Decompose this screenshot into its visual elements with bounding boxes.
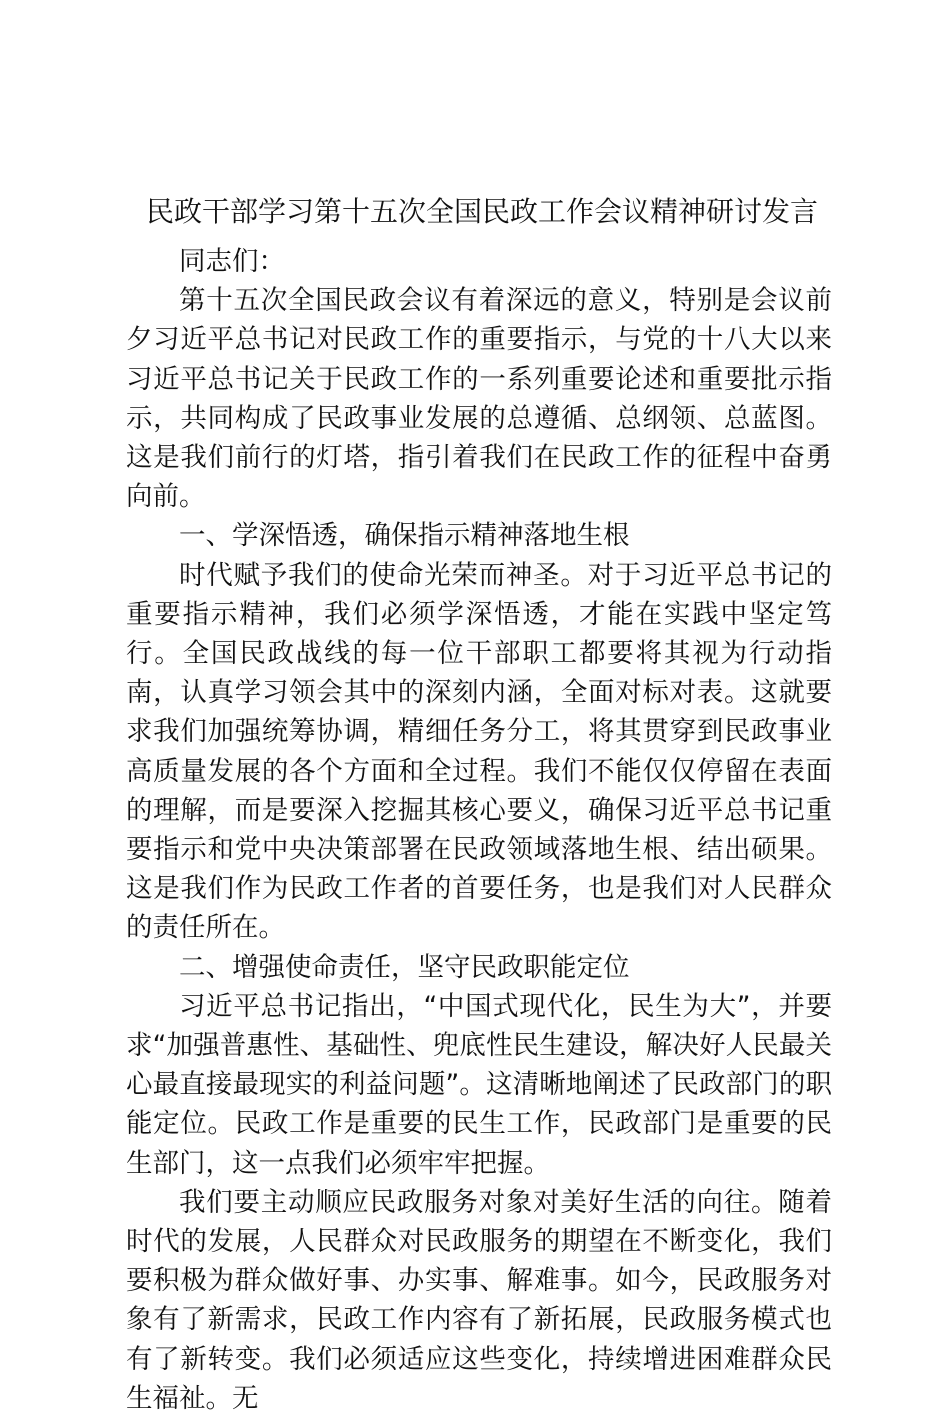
section-heading-2: 二、增强使命责任，坚守民政职能定位 [179, 951, 630, 983]
paragraph-section-2a: 习近平总书记指出，“中国式现代化，民生为大”，并要求“加强普惠性、基础性、兜底性民生建设，解决好人民最关心最直接最现实的利益问题”。这清晰地阐述了民政部门的职能定位。民政工作是重要的民生工作，民政部门是重要的民生部门，这一点我们必须牢牢把握。 [126, 990, 832, 1179]
paragraph-intro: 第十五次全国民政会议有着深远的意义，特别是会议前夕习近平总书记对民政工作的重要指示，与党的十八大以来习近平总书记关于民政工作的一系列重要论述和重要批示指示，共同构成了民政事业发展的总遵循、总纲领、总蓝图。这是我们前行的灯塔，指引着我们在民政工作的征程中奋勇向前。 [126, 285, 832, 513]
document-title: 民政干部学习第十五次全国民政工作会议精神研讨发言 [145, 195, 818, 228]
paragraph-section-2b: 我们要主动顺应民政服务对象对美好生活的向往。随着时代的发展，人民群众对民政服务的期望在不断变化，我们要积极为群众做好事、办实事、解难事。如今，民政服务对象有了新需求，民政工作内容有了新拓展，民政服务模式也有了新转变。我们必须适应这些变化，持续增进困难群众民生福祉。无 [126, 1186, 832, 1414]
document-body [126, 242, 832, 1418]
salutation: 同志们： [179, 246, 285, 277]
paragraph-section-1: 时代赋予我们的使命光荣而神圣。对于习近平总书记的重要指示精神，我们必须学深悟透，才能在实践中坚定笃行。全国民政战线的每一位干部职工都要将其视为行动指南，认真学习领会其中的深刻内涵，全面对标对表。这就要求我们加强统筹协调，精细任务分工，将其贯穿到民政事业高质量发展的各个方面和全过程。我们不能仅仅停留在表面的理解，而是要深入挖掘其核心要义，确保习近平总书记重要指示和党中央决策部署在民政领域落地生根、结出硕果。这是我们作为民政工作者的首要任务，也是我们对人民群众的责任所在。 [126, 559, 832, 944]
section-heading-1: 一、学深悟透，确保指示精神落地生根 [179, 520, 630, 552]
